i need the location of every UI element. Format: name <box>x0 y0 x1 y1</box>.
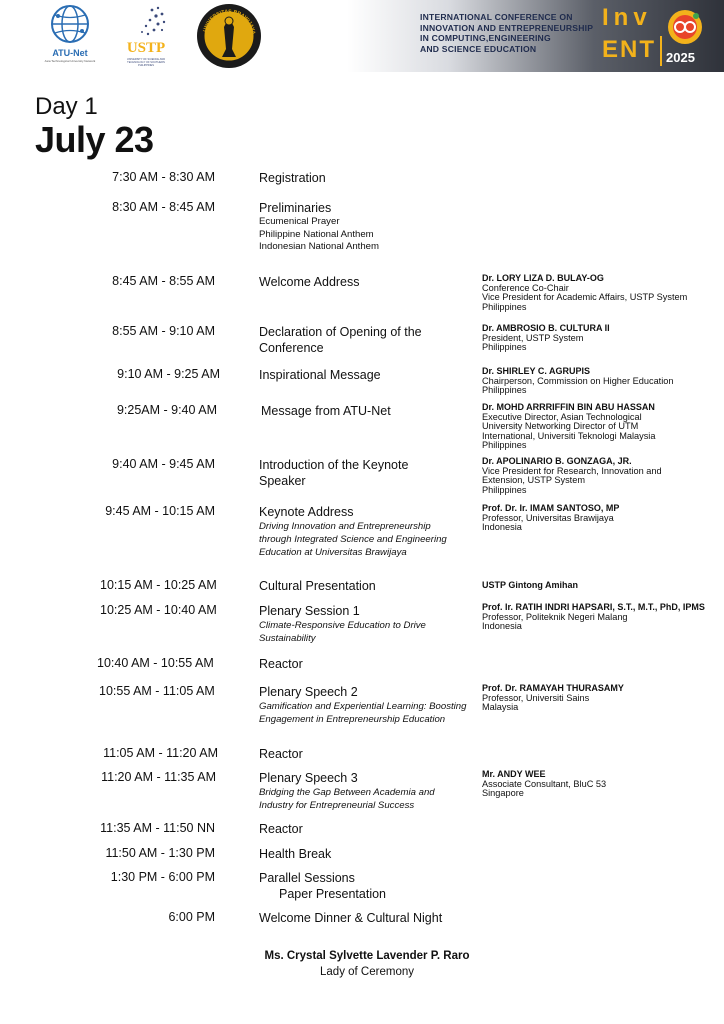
event-topic: Climate-Responsive Education to Drive Sustainability <box>259 620 426 645</box>
speaker-block <box>482 684 722 713</box>
atu-net-label: ATU-Net <box>52 48 88 58</box>
event-title: Parallel Sessions <box>259 871 355 885</box>
event-title: Cultural Presentation <box>259 579 376 593</box>
speaker-block <box>482 603 722 632</box>
event-title: Preliminaries <box>259 201 332 215</box>
conference-title-line: AND SCIENCE EDUCATION <box>420 43 537 54</box>
speaker-detail: President, USTP System <box>482 332 584 343</box>
speaker-detail: Professor, Politeknik Negeri Malang <box>482 611 628 622</box>
speaker-block <box>482 504 722 533</box>
atu-net-logo <box>44 4 96 63</box>
time-slot: 8:30 AM - 8:45 AM <box>112 200 215 214</box>
speaker-detail: Vice President for Academic Affairs, USTP System <box>482 292 688 303</box>
speaker-name: Dr. SHIRLEY C. AGRUPIS <box>482 366 591 376</box>
speaker-detail: University Networking Director of UTM <box>482 421 639 432</box>
time-slot: 9:25AM - 9:40 AM <box>116 403 217 417</box>
speaker-block <box>482 367 722 396</box>
time-slot: 8:55 AM - 9:10 AM <box>112 324 215 338</box>
time-slot: 8:45 AM - 8:55 AM <box>112 274 215 288</box>
speaker-detail: Executive Director, Asian Technological <box>482 411 642 422</box>
event-title: Message from ATU-Net <box>261 404 391 418</box>
time-slot: 7:30 AM - 8:30 AM <box>112 170 215 184</box>
time-slot: 11:35 AM - 11:50 NN <box>100 821 215 835</box>
invent-logo-year: 2025 <box>666 50 695 65</box>
ustp-tagline: UNIVERSITY OF SCIENCE AND TECHNOLOGY OF SOUTHERN PHILIPPINES <box>126 58 166 67</box>
speaker-detail: Associate Consultant, BluC 53 <box>482 778 607 789</box>
time-slot: 10:15 AM - 10:25 AM <box>100 578 217 592</box>
speaker-detail: Malaysia <box>482 702 519 713</box>
speaker-name: Dr. AMBROSIO B. CULTURA II <box>482 323 610 333</box>
speaker-block <box>482 457 722 495</box>
header-banner <box>0 0 724 72</box>
invent-emblem-icon <box>666 8 704 46</box>
speaker-detail: Philippines <box>482 484 527 495</box>
event-item: Philippine National Anthem <box>259 228 374 240</box>
invent-2025-logo <box>598 6 718 68</box>
speaker-block <box>482 403 722 451</box>
event-topic: Bridging the Gap Between Academia and Industry for Entrepreneurial Success <box>259 787 435 812</box>
speaker-name: Prof. Dr. Ir. IMAM SANTOSO, MP <box>482 503 620 513</box>
speaker-detail: Singapore <box>482 788 524 799</box>
invent-logo-line1: Inv <box>602 4 652 31</box>
event-title: Plenary Session 1 <box>259 604 360 618</box>
speaker-detail: International, Universiti Teknologi Malaysia <box>482 430 656 441</box>
speaker-name: Dr. MOHD ARRRIFFIN BIN ABU HASSAN <box>482 402 655 412</box>
speaker-block <box>482 324 722 353</box>
event-title: Registration <box>259 171 326 185</box>
event-title: Reactor <box>259 822 303 836</box>
date-heading: July 23 <box>35 119 154 160</box>
speaker-name: Prof. Dr. RAMAYAH THURASAMY <box>482 683 624 693</box>
speaker-detail: Professor, Universitas Brawijaya <box>482 512 614 523</box>
speaker-block <box>482 581 722 591</box>
event-title: Welcome Dinner & Cultural Night <box>259 911 443 925</box>
event-title: Welcome Address <box>259 275 360 289</box>
event-title: Reactor <box>259 747 303 761</box>
time-slot: 10:55 AM - 11:05 AM <box>99 684 215 698</box>
speaker-detail: Extension, USTP System <box>482 475 585 486</box>
speaker-name: Prof. Ir. RATIH INDRI HAPSARI, S.T., M.T., PhD, IPMS <box>482 602 705 612</box>
time-slot: 9:40 AM - 9:45 AM <box>112 457 215 471</box>
speaker-detail: Indonesia <box>482 621 522 632</box>
event-topic: Driving Innovation and Entrepreneurship through Integrated Science and Engineering Education at Universitas Brawijaya <box>259 521 447 559</box>
emcee-role: Lady of Ceremony <box>320 966 414 978</box>
universitas-brawijaya-seal-icon <box>196 3 262 69</box>
speaker-block <box>482 274 722 312</box>
speaker-detail: Chairperson, Commission on Higher Education <box>482 375 674 386</box>
speaker-name: USTP Gintong Amihan <box>482 580 578 590</box>
ustp-dots-icon <box>118 4 174 44</box>
emcee-name: Ms. Crystal Sylvette Lavender P. Raro <box>264 950 470 962</box>
time-slot: 10:40 AM - 10:55 AM <box>97 656 214 670</box>
speaker-name: Dr. APOLINARIO B. GONZAGA, JR. <box>482 456 632 466</box>
event-title: Plenary Speech 2 <box>259 685 358 699</box>
time-slot: 11:50 AM - 1:30 PM <box>105 846 215 860</box>
speaker-detail: Professor, Universiti Sains <box>482 692 590 703</box>
event-item: Paper Presentation <box>279 887 387 901</box>
conference-title-line: INNOVATION AND ENTREPRENEURSHIP <box>420 22 594 33</box>
speaker-detail: Vice President for Research, Innovation and <box>482 465 662 476</box>
conference-title-line: IN COMPUTING,ENGINEERING <box>420 33 551 43</box>
ustp-label: USTP <box>126 40 166 56</box>
day-label: Day 1 <box>35 93 98 120</box>
event-title: Keynote Address <box>259 505 354 519</box>
time-slot: 11:20 AM - 11:35 AM <box>101 770 216 784</box>
speaker-name: Dr. LORY LIZA D. BULAY-OG <box>482 273 604 283</box>
speaker-detail: Conference Co-Chair <box>482 282 569 293</box>
speaker-detail: Philippines <box>482 301 527 312</box>
seal-text: UNIVERSITAS BRAWIJAYA <box>202 8 256 35</box>
event-title: Inspirational Message <box>259 368 381 382</box>
atu-net-tagline: Asia Technological University Network <box>44 59 96 63</box>
time-slot: 6:00 PM <box>168 910 215 924</box>
speaker-name: Mr. ANDY WEE <box>482 769 546 779</box>
time-slot: 10:25 AM - 10:40 AM <box>100 603 217 617</box>
event-title: Reactor <box>259 657 303 671</box>
speaker-detail: Indonesia <box>482 522 522 533</box>
event-topic: Gamification and Experiential Learning: Boosting Engagement in Entrepreneurship Education <box>259 701 467 726</box>
speaker-detail: Philippines <box>482 342 527 353</box>
atu-net-globe-icon <box>44 4 96 48</box>
speaker-detail: Philippines <box>482 385 527 396</box>
time-slot: 11:05 AM - 11:20 AM <box>103 746 218 760</box>
speaker-detail: Philippines <box>482 440 527 451</box>
time-slot: 9:10 AM - 9:25 AM <box>117 367 220 381</box>
time-slot: 1:30 PM - 6:00 PM <box>110 870 215 884</box>
event-title: Plenary Speech 3 <box>259 771 358 785</box>
speaker-block <box>482 770 722 799</box>
time-slot: 9:45 AM - 10:15 AM <box>105 504 215 518</box>
event-item: Indonesian National Anthem <box>259 241 380 253</box>
ustp-logo <box>118 4 174 67</box>
event-title: Declaration of Opening of the Conference <box>259 325 422 355</box>
event-item: Ecumenical Prayer <box>259 216 340 227</box>
conference-title <box>420 12 594 54</box>
brawijaya-seal <box>196 3 262 69</box>
conference-title-line: INTERNATIONAL CONFERENCE ON <box>420 12 573 22</box>
event-title: Health Break <box>259 847 332 861</box>
event-title: Introduction of the Keynote Speaker <box>259 458 409 488</box>
invent-logo-line2: ENT <box>602 36 656 63</box>
